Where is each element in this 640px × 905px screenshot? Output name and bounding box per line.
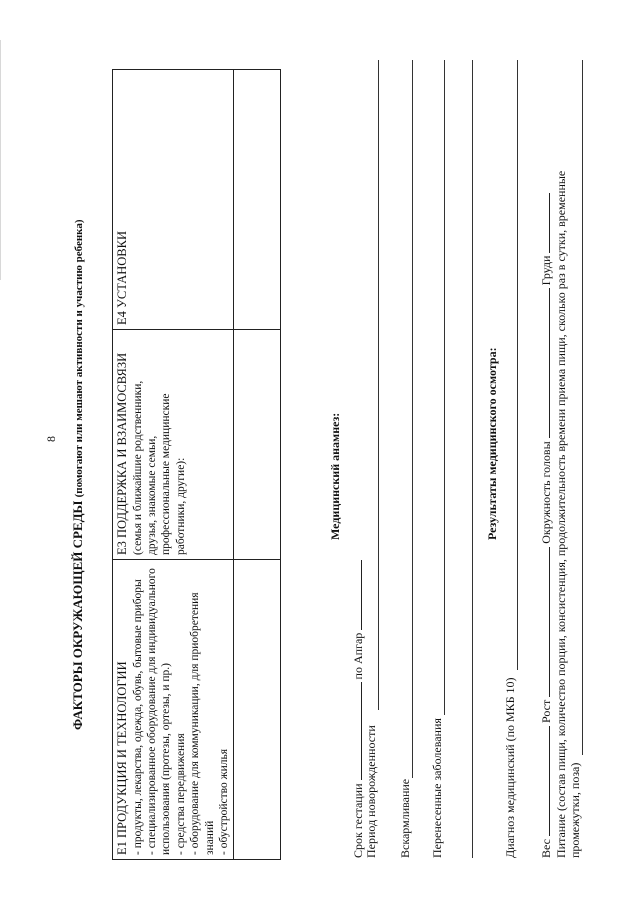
e1-line: - обустройство жилья <box>217 748 230 855</box>
chest-label: Груди <box>539 255 553 286</box>
page-edge <box>0 40 1 280</box>
title-main: ФАКТОРЫ ОКРУЖАЮЩЕЙ СРЕДЫ <box>70 500 85 730</box>
newborn-field <box>364 725 379 858</box>
nutrition-field-2 <box>568 763 583 858</box>
e3-line: работники, другие): <box>174 457 187 555</box>
weight-label: Вес <box>539 839 553 858</box>
e3-line: друзья, знакомые семьи, <box>146 435 158 555</box>
gestation-label: Срок гестации <box>351 783 365 858</box>
e3-line: профессиональные медицинские <box>160 393 173 555</box>
e1-line: - оборудование для коммуникации, для приобретения <box>189 592 202 855</box>
page-number: 8 <box>44 436 58 442</box>
e1-line: - продукты, лекарства, одежда, обувь, бытовые приборы <box>131 579 144 855</box>
cell-e4-entry[interactable] <box>234 70 281 330</box>
cell-e3-entry[interactable] <box>234 330 281 560</box>
nutrition-label-1: Питание (состав пищи, количество порции, консистенция, продолжительность времени приема пищи, сколько раз в сутки, временные <box>554 170 568 858</box>
chest-input[interactable] <box>538 193 550 253</box>
apgar-label: по Апгар <box>351 632 365 680</box>
e4-heading: Е4 УСТАНОВКИ <box>115 231 129 325</box>
exam-title: Результаты медицинского осмотра: <box>485 347 499 540</box>
form-sheet <box>60 40 620 870</box>
title-note: (помогают или мешают активности и участию ребенка) <box>73 219 85 498</box>
head-input[interactable] <box>538 288 550 438</box>
e1-line: знаний <box>203 820 216 855</box>
e1-line: - специализированное оборудование для индивидуального <box>146 568 158 855</box>
diseases-input-line-1[interactable] <box>444 60 445 715</box>
apgar-input[interactable] <box>350 560 362 630</box>
cell-e1-entry[interactable] <box>234 560 281 860</box>
page-title <box>70 90 87 730</box>
environment-factors-table <box>112 69 281 860</box>
e3-line: (семья и ближайшие родственники, <box>131 380 144 555</box>
diagnosis-field <box>503 677 518 858</box>
feeding-input-line[interactable] <box>412 60 413 778</box>
feeding-label: Вскармливание <box>398 778 412 858</box>
newborn-input-line[interactable] <box>378 60 379 710</box>
cell-e1 <box>113 560 234 860</box>
nutrition-input-line[interactable] <box>582 60 583 755</box>
cell-e3 <box>113 330 234 560</box>
feeding-field <box>398 779 413 858</box>
weight-input[interactable] <box>538 726 550 836</box>
newborn-label: Период новорожденности <box>364 725 378 858</box>
nutrition-label-2: промежутки, поза) <box>568 762 582 858</box>
height-input[interactable] <box>538 547 550 697</box>
measurements-field <box>538 193 554 858</box>
diseases-field <box>430 718 445 858</box>
e1-line: использования (протезы, ортезы, и пр.) <box>160 663 173 855</box>
cell-e4 <box>113 70 234 330</box>
diagnosis-label: Диагноз медицинский (по МКБ 10) <box>503 677 517 858</box>
diseases-label: Перенесенные заболевания <box>430 718 444 858</box>
e3-heading: Е3 ПОДДЕРЖКА И ВЗАИМОСВЯЗИ <box>115 352 129 555</box>
height-label: Рост <box>539 699 553 724</box>
diagnosis-input-line[interactable] <box>517 60 518 670</box>
e1-heading: Е1 ПРОДУКЦИЯ И ТЕХНОЛОГИИ <box>115 661 129 855</box>
nutrition-field <box>554 171 569 858</box>
head-label: Окружность головы <box>539 441 553 544</box>
diseases-input-line-2[interactable] <box>472 60 473 858</box>
anamnesis-title: Медицинский анамнез: <box>328 412 342 540</box>
gestation-input[interactable] <box>350 682 362 780</box>
e1-line: - средства передвижения <box>174 733 187 855</box>
